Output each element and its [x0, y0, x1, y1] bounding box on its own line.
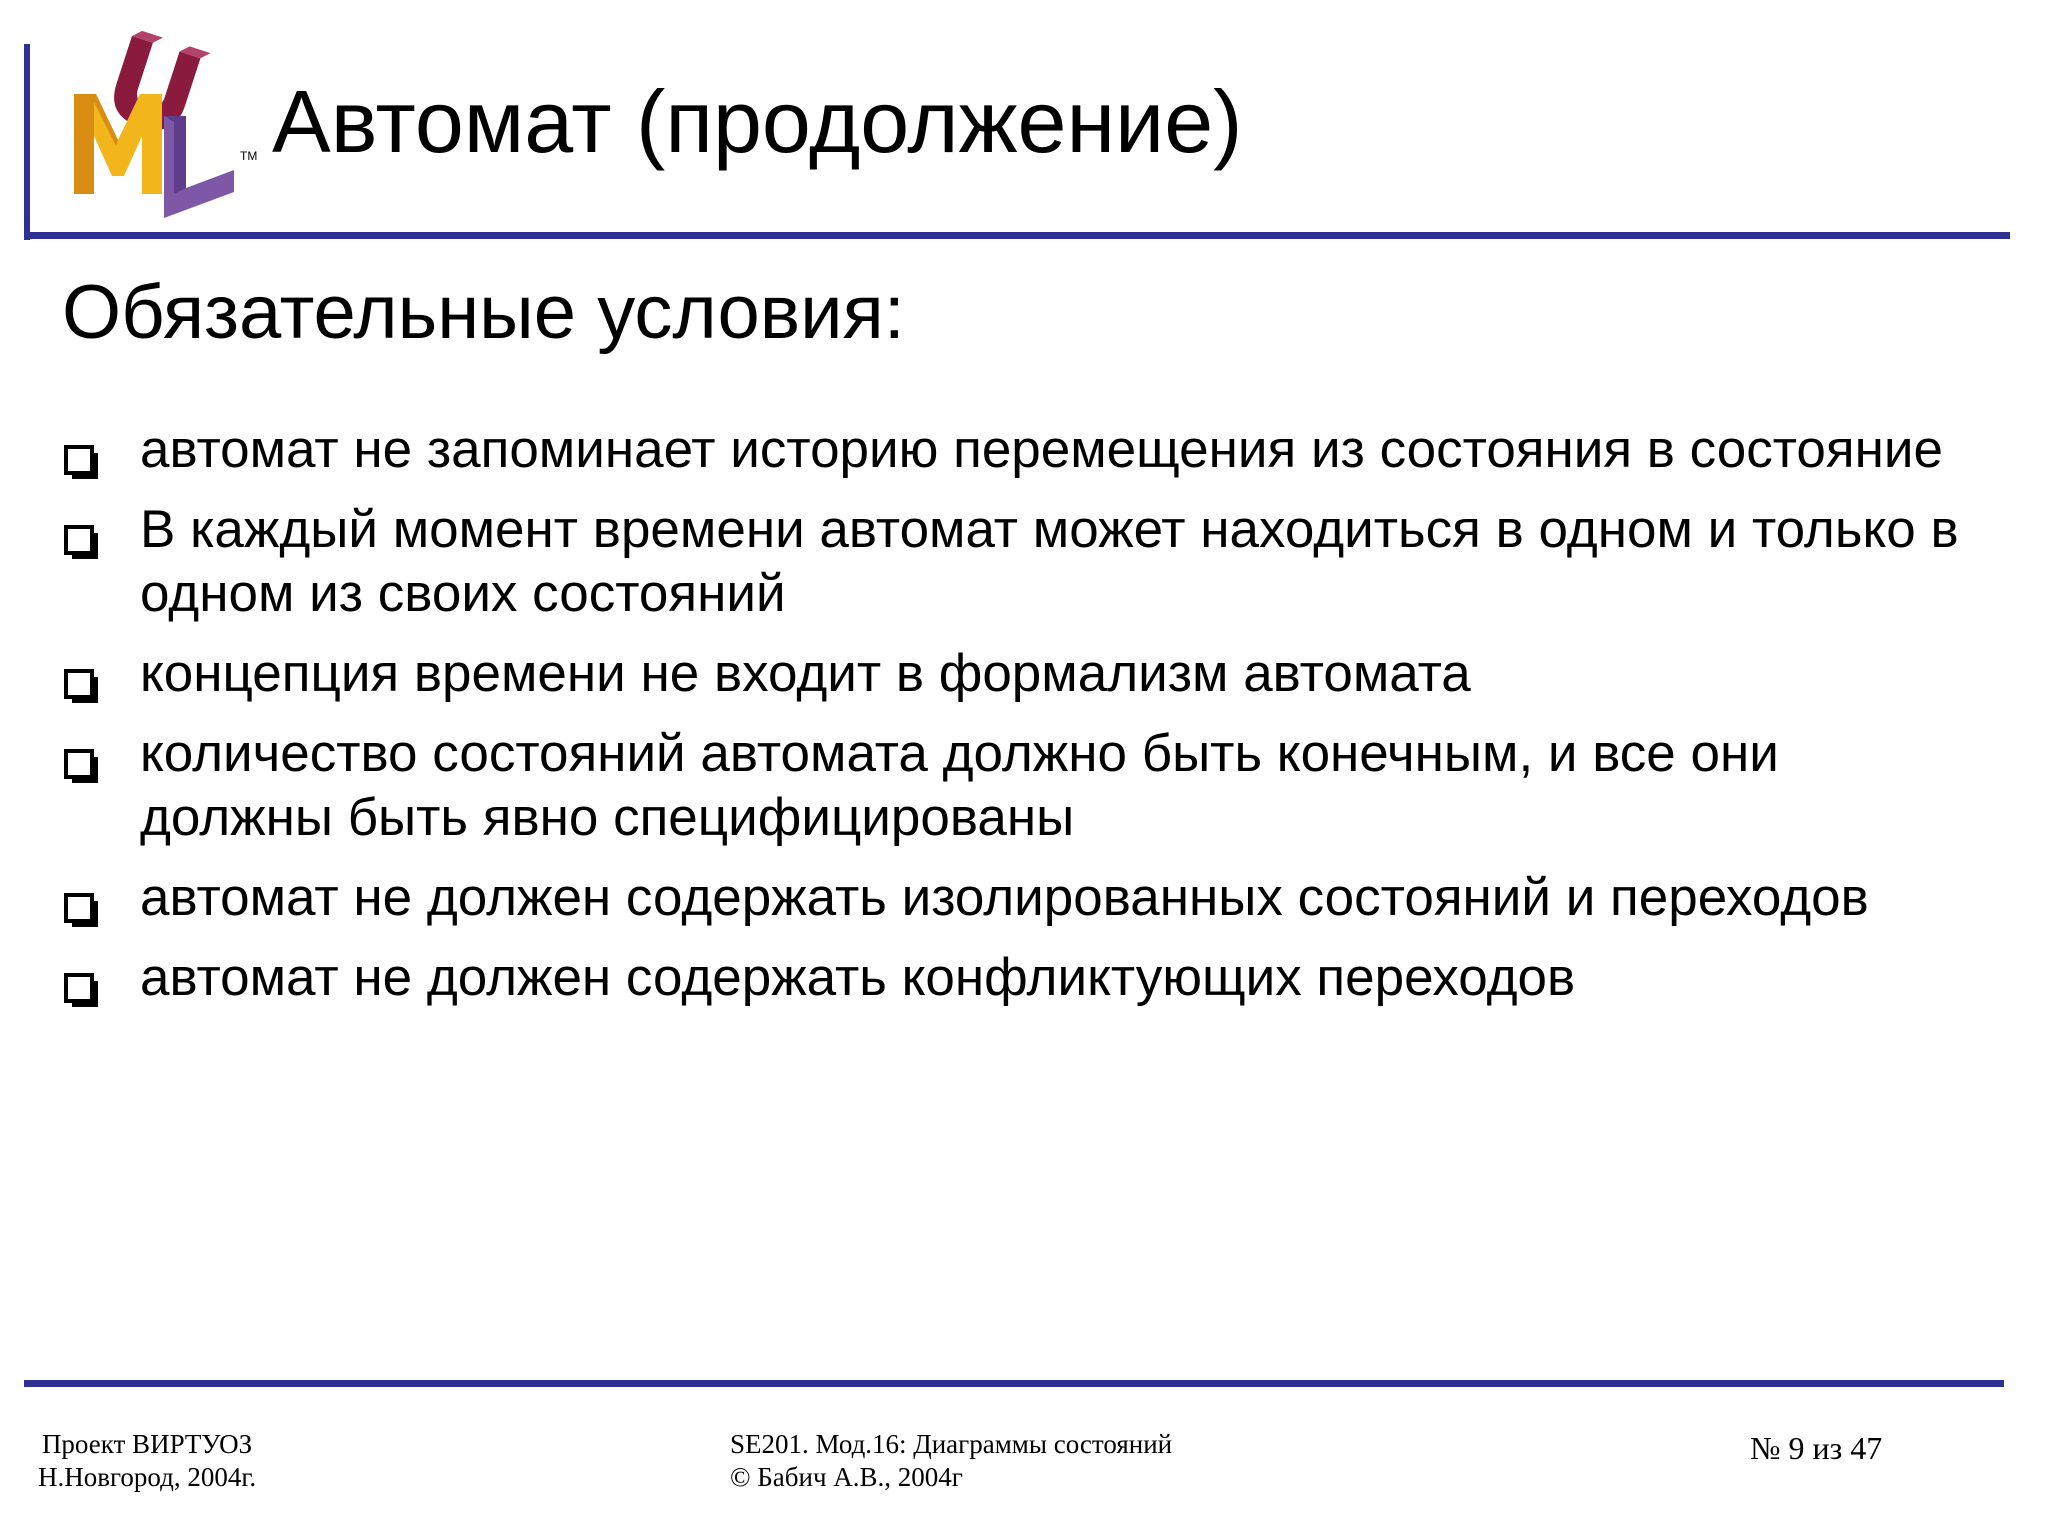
bullet-text: автомат не должен содержать конфликтующих переходов — [140, 948, 1576, 1007]
slide-subtitle: Обязательные условия: — [62, 270, 905, 355]
page-number: № 9 из 47 — [1750, 1430, 1883, 1466]
footer-copyright: © Бабич А.В., 2004г — [730, 1462, 963, 1492]
footer-course — [730, 1428, 1172, 1494]
bullet-text: В каждый момент времени автомат может находиться в одном и только в одном из своих состояний — [140, 500, 1959, 623]
list-item — [62, 866, 1982, 930]
list-item — [62, 722, 1982, 850]
checkbox-bullet-icon — [64, 512, 100, 548]
checkbox-bullet-icon — [64, 736, 100, 772]
checkbox-bullet-icon — [64, 432, 100, 468]
footer-project-place: Н.Новгород, 2004г. — [38, 1462, 257, 1492]
list-item — [62, 418, 1982, 482]
checkbox-bullet-icon — [64, 880, 100, 916]
footer-project-name: Проект ВИРТУОЗ — [41, 1429, 253, 1459]
checkbox-bullet-icon — [64, 960, 100, 996]
footer-course-name: SE201. Мод.16: Диаграммы состояний — [730, 1429, 1173, 1459]
checkbox-bullet-icon — [64, 656, 100, 692]
logo-trademark: TM — [240, 149, 258, 163]
header-divider — [24, 232, 2010, 239]
footer-project — [38, 1428, 256, 1494]
header-vertical-bar — [24, 44, 30, 240]
list-item — [62, 642, 1982, 706]
bullet-text: автомат не должен содержать изолированных состояний и переходов — [140, 868, 1869, 927]
bullet-list — [62, 418, 1982, 1026]
bullet-text: количество состояний автомата должно быть конечным, и все они должны быть явно специфицированы — [140, 724, 1779, 847]
list-item — [62, 946, 1982, 1010]
uml-logo-icon — [62, 28, 262, 220]
slide-title: Автомат (продолжение) — [272, 72, 1243, 171]
bullet-text: автомат не запоминает историю перемещения из состояния в состояние — [140, 420, 1943, 479]
list-item — [62, 498, 1982, 626]
footer-divider — [24, 1380, 2004, 1387]
bullet-text: концепция времени не входит в формализм автомата — [140, 644, 1471, 703]
